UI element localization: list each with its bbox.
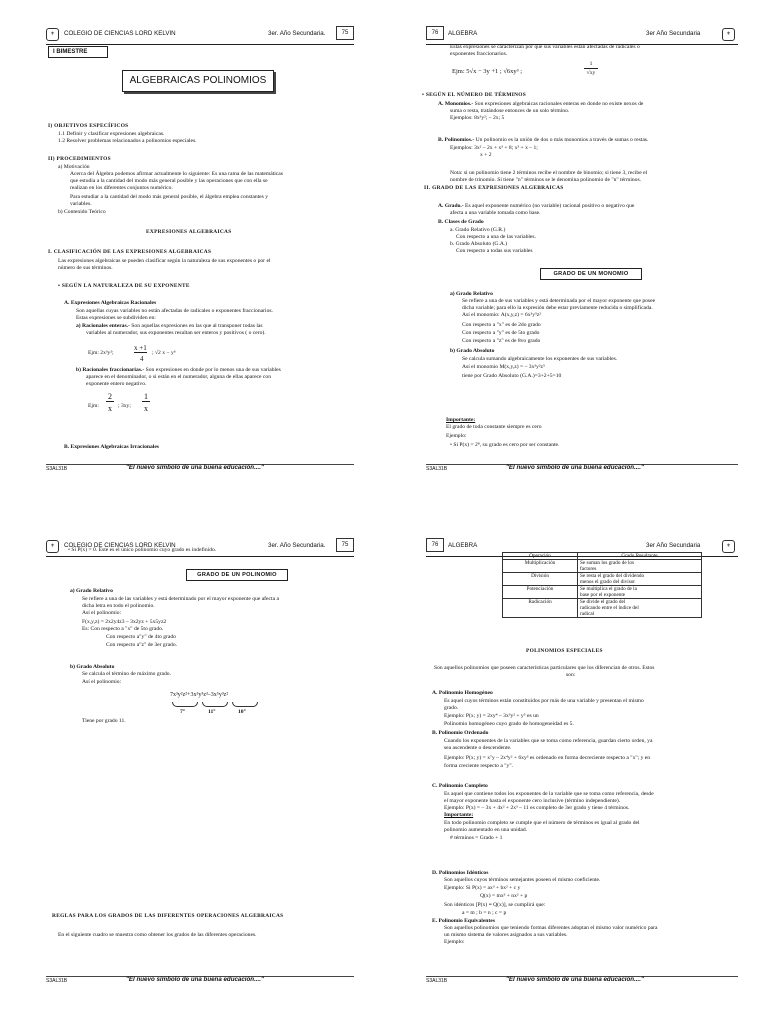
paragraph-line: En todo polinomio completo se cumple que el número de términos es igual al grado del	[444, 820, 640, 826]
grade-label: 3er. Año Secundaria.	[268, 30, 326, 37]
operations-degree-table	[502, 552, 702, 618]
note-line: nombre de trinomio. Si tiene "n" términos se le denomina polinomio de "n" términos.	[450, 177, 642, 183]
page-76-top	[384, 0, 768, 512]
paragraph-line: Con respecto a "x" es de 2do grado	[462, 322, 541, 328]
page-76-bottom	[384, 512, 768, 1024]
fraction-numerator: 2	[108, 392, 112, 401]
note-line: Nota: si un polinomio tiene 2 términos recibe el nombre de binomio; si tiene 3, recibe el	[450, 170, 648, 176]
paragraph-line: Tiene por grado 11.	[82, 718, 126, 724]
subheading: b) Grado Absoluto	[70, 664, 115, 670]
table-cell: Potenciación	[503, 586, 578, 599]
table-header: Operación	[503, 553, 578, 560]
paragraph-line: Con respecto a "z" es de 8vo grado	[462, 338, 541, 344]
item-label: a) Racionales enteras.-	[76, 323, 130, 329]
item-label: b) Racionales fraccionarias.-	[76, 367, 145, 373]
paragraph-line: Se refiere a una de las variables y está determinado por el mayor exponente que afecta a	[82, 596, 279, 602]
subheading: A. Polinomio Homogéneo	[432, 690, 493, 696]
paragraph-line: grado.	[444, 705, 459, 711]
paragraph-line: Cuando los exponentes de la variables que se toma como referencia, guardan cierto orden, ya	[444, 738, 653, 744]
item-label: A. Grado.-	[438, 203, 464, 209]
paragraph-line: suma o resta, tratándose entonces de un solo término.	[450, 108, 570, 114]
term-degree: 10°	[238, 709, 246, 715]
paragraph-line: que estudia a la cantidad del modo más general posible y las operaciones que con ella se	[70, 178, 268, 184]
paragraph-line: Acerca del Álgebra podemos afirmar actualmente lo siguiente: Es una rama de las matemáticas	[70, 171, 283, 177]
section-heading: I) OBJETIVOS ESPECÍFICOS	[48, 123, 129, 129]
paragraph-line: Son aquellos polinomios que teniendo formas diferentes adoptan el mismo valor numérico para	[444, 925, 658, 931]
footer-code: S3AL31B	[46, 466, 68, 472]
example-label: Ejm:	[88, 403, 99, 409]
paragraph-line: • Si P(x) = 2⁸, su grado es cero por ser constante.	[450, 442, 560, 448]
subject-name: ALGEBRA	[448, 542, 478, 549]
subheading: B. Polinomio Ordenado	[432, 730, 489, 736]
paragraph-line: Así el monomio M(x,y,z) = – 3x³y²z⁵	[462, 364, 545, 370]
page-75-top	[0, 0, 384, 512]
page-number: 75	[336, 26, 354, 40]
paragraph-line: Estas expresiones se subdividen en:	[76, 315, 156, 321]
page-number: 76	[426, 538, 444, 552]
fraction-numerator: 1	[144, 392, 148, 401]
paragraph-line: aparece en el denominador, o si están en el numerador, alguna de ellas aparece con	[86, 374, 271, 380]
subheading: B. Expresiones Algebraicas Irracionales	[64, 444, 159, 450]
paragraph-line: Ejemplos: 8x³y²; – 2x; 5	[450, 115, 505, 121]
formula-line: a = m ; b = n ; c = p	[462, 910, 507, 916]
section-heading: POLINOMIOS ESPECIALES	[526, 648, 603, 654]
paragraph-line: Son aquellos polinomios que poseen características particulares que los diferencian de otros. Estos	[434, 665, 655, 671]
paragraph-line: • Si P(x) = 0. Este es el único polinomio cuyo grado es indefinido.	[68, 547, 217, 553]
cell-line: radicando entre el índice del	[580, 605, 639, 611]
school-crest-icon: ⚜	[722, 28, 735, 41]
important-label: Importante:	[446, 417, 476, 423]
paragraph-line: son:	[566, 672, 576, 678]
table-row	[503, 599, 702, 618]
fraction-numerator: 1	[584, 61, 598, 69]
table-header: Grado Resultante	[578, 553, 702, 560]
list-item: b. Grado Absoluto (G.A.)	[450, 241, 508, 247]
school-crest-icon: ⚜	[722, 540, 735, 553]
section-heading: II) PROCEDIMIENTOS	[48, 156, 111, 162]
school-crest-icon: ⚜	[46, 540, 59, 553]
table-row	[503, 573, 702, 586]
item-text: Son expresiones en donde por lo menos una de sus variables	[144, 367, 281, 373]
footer-code: S3AL31B	[46, 978, 68, 984]
cell-line: Se resta el grado del dividendo	[580, 573, 645, 579]
section-heading: I. CLASIFICACIÓN DE LAS EXPRESIONES ALGEBRAICAS	[48, 249, 212, 255]
paragraph-line: Las expresiones algebraicas se pueden clasificar según la naturaleza de sus exponentes o por el	[58, 258, 271, 264]
paragraph-line: número de sus términos.	[58, 265, 113, 271]
paragraph-line: Es aquel que contiene todos los exponentes de la variable que se toma como referencia, desde	[444, 791, 654, 797]
table-cell	[578, 560, 702, 573]
page-footer	[46, 976, 354, 984]
page-footer	[426, 464, 738, 472]
item-text: Un polinomio es la unión de dos o más monomios a través de sumas o restas.	[474, 137, 649, 143]
paragraph-line: Estas expresiones se caracterizan por que sus variables están afectadas de radicales o	[450, 44, 640, 50]
paragraph-line: Se calcula sumando algebraicamente los exponentes de sus variables.	[462, 356, 618, 362]
footer-code: S3AL31B	[426, 466, 448, 472]
paragraph-line: Con respecto a "y" es de 5to grado	[462, 330, 540, 336]
page-number: 75	[336, 538, 354, 552]
paragraph-line: Q(x) = mx³ + nx² + p	[480, 893, 528, 899]
section-heading: EXPRESIONES ALGEBRAICAS	[146, 229, 232, 235]
paragraph-line: Polinomio homogéneo cuyo grado de homogeneidad es 5.	[444, 721, 574, 727]
footer-motto: "El nuevo símbolo de una buena educación...."	[506, 976, 644, 983]
table-cell	[578, 599, 702, 618]
paragraph-line: Se refiere a una de sus variables y está determinada por el mayor exponente que posee	[462, 298, 656, 304]
paragraph-line: variables.	[70, 201, 92, 207]
paragraph-line: Para estudiar a la cantidad del modo más general posible, el álgebra emplea constantes y	[70, 194, 269, 200]
subheading: a) Motivación	[58, 164, 90, 170]
fraction-denominator: x	[144, 404, 148, 413]
paragraph-line: Con respecto a"y" de 4to grado	[106, 634, 176, 640]
cell-line: factores	[580, 566, 597, 572]
table-cell: División	[503, 573, 578, 586]
fraction-denominator: √xy	[586, 70, 596, 76]
subheading: D. Polinomios Idénticos	[432, 870, 489, 876]
paragraph-line: variables al numerador, sus exponentes resultan ser enteros y positivos ( o cero).	[86, 330, 266, 336]
paragraph-line: forma creciente respecto a "y".	[444, 763, 514, 769]
subheading: a) Grado Relativo	[450, 291, 493, 297]
paragraph-line: F(x,y,z) = 2x2y4z3 – 3x2yz + 5x5yz2	[82, 619, 167, 625]
subheading: B. Clases de Grado	[438, 219, 484, 225]
paragraph-line: exponentes fraccionarios.	[450, 51, 508, 57]
paragraph-line: dicha variable; para ello la expresión debe estar previamente reducida o simplificada.	[462, 305, 653, 311]
table-cell: Multiplicación	[503, 560, 578, 573]
paragraph-line: afecta a una variable tomada como base.	[450, 210, 541, 216]
cell-line: Se multiplica el grado de la	[580, 586, 637, 592]
paragraph-line: Ejemplo: P(x; y) = x⁷y – 2x⁴y² + 6xy³ es ordenado en forma decreciente respecto a "x"; y en	[444, 755, 651, 761]
cell-line: base por el exponente	[580, 592, 626, 598]
school-name: COLEGIO DE CIENCIAS LORD KELVIN	[64, 30, 176, 37]
polynomial-formula: 7x³y²z²+3x⁵y³z³–3x⁵y³z²	[170, 692, 229, 698]
paragraph-line: Con respecto a una de las variables.	[456, 234, 536, 240]
page-number: 76	[426, 26, 444, 40]
page-header	[46, 28, 354, 45]
school-crest-icon: ⚜	[46, 28, 59, 41]
page-footer	[426, 976, 738, 984]
footer-motto: "El nuevo símbolo de una buena educación...."	[126, 464, 264, 471]
example-label: Ejm: 2x³y²;	[88, 350, 114, 356]
table-cell	[578, 573, 702, 586]
grado-polinomio-box: GRADO DE UN POLINOMIO	[186, 569, 288, 581]
formula-line: # términos = Grado + 1	[450, 835, 503, 841]
grade-label: 3er. Año Secundaria.	[268, 542, 326, 549]
page-footer	[46, 464, 354, 472]
school-name: COLEGIO DE CIENCIAS LORD KELVIN	[64, 542, 176, 549]
paragraph-line: Ejemplo: Si P(x) = ax³ + bx² + c y	[444, 885, 521, 891]
table-row	[503, 560, 702, 573]
term-brace	[172, 702, 198, 707]
cell-line: Se suman los grado de los	[580, 560, 635, 566]
subheading: b) Contenido Teórico	[58, 209, 106, 215]
paragraph-line: Con respecto a todas sus variables	[456, 248, 533, 254]
page-title: ALGEBRAICAS POLINOMIOS	[122, 70, 274, 92]
paragraph-line: Ejemplos: 3x² – 2x + x³ + 8; x³ + x – 1;	[450, 145, 538, 151]
fraction-denominator: x	[108, 404, 112, 413]
item-label: B. Polinomios.-	[438, 137, 475, 143]
subheading: C. Polinomio Completo	[432, 783, 488, 789]
section-heading: II. GRADO DE LAS EXPRESIONES ALGEBRAICAS	[424, 185, 564, 191]
paragraph-line: tiene por Grado Absoluto (G.A.)=3+2+5=10	[462, 373, 562, 379]
term-degree: 7°	[180, 709, 186, 715]
paragraph-line: Ejemplo:	[444, 939, 465, 945]
paragraph-line: Son aquellas cuyas variables no están afectadas de radicales o exponentes fraccionarios.	[76, 308, 273, 314]
subheading: b) Grado Absoluto	[450, 348, 495, 354]
page-75-bottom	[0, 512, 384, 1024]
paragraph-line: un mismo sistema de valores asignados a sus variables.	[444, 932, 568, 938]
paragraph-line: Son idénticos [P(x) ≡ Q(x)], se cumplirá que:	[444, 902, 546, 908]
objective-item: 1.2 Resolver problemas relacionados a polinomios especiales.	[58, 138, 197, 144]
paragraph-line: realizan en los diferentes conjuntos numérico.	[70, 185, 173, 191]
section-heading: • SEGÚN EL NÚMERO DE TÉRMINOS	[422, 92, 527, 98]
table-cell: Radicación	[503, 599, 578, 618]
paragraph-line: En el siguiente cuadro se muestra como obtener los grados de las diferentes operaciones.	[58, 932, 257, 938]
table-cell	[578, 586, 702, 599]
paragraph-line: Es: Con respecto a "x" de 5to grado.	[82, 626, 164, 632]
section-heading: • SEGÚN LA NATURALEZA DE SU EXPONENTE	[58, 283, 190, 289]
bimestre-label: I BIMESTRE	[48, 46, 108, 58]
cell-line: menos el grado del divisor	[580, 579, 636, 585]
table-row	[503, 586, 702, 599]
grade-label: 3er Año Secundaria	[646, 542, 701, 549]
footer-motto: "El nuevo símbolo de una buena educación...."	[126, 976, 264, 983]
paragraph-line: Son aquellos cuyos términos semejantes poseen el mismo coeficiente.	[444, 877, 601, 883]
table-header-row	[503, 553, 702, 560]
term-brace	[202, 702, 228, 707]
cell-line: radical	[580, 611, 595, 617]
paragraph-line: x + 2	[480, 152, 492, 158]
paragraph-line: exponente entero negativo.	[86, 381, 147, 387]
footer-code: S3AL31B	[426, 978, 448, 984]
paragraph-line: Ejemplo: P(x) = – 3x + 4x² + 2x³ – 11 es completo de 3er grado y tiene 4 términos.	[444, 805, 630, 811]
section-heading: REGLAS PARA LOS GRADOS DE LAS DIFERENTES OPERACIONES ALGEBRAICAS	[52, 913, 284, 919]
term-brace	[232, 702, 258, 707]
subject-name: ALGEBRA	[448, 30, 478, 37]
example-formula: ; 3xy;	[118, 403, 131, 409]
cell-line: Se divide el grado del	[580, 599, 626, 605]
subheading: E. Polinomio Equivalentes	[432, 918, 495, 924]
fraction-denominator: 4	[140, 355, 144, 363]
item-text: Son aquellas expresiones en las que al transponer todas las	[129, 323, 263, 329]
paragraph-line: Ejemplo:	[446, 433, 467, 439]
paragraph-line: el mayor exponente hasta el exponente cero inclusive (término independiente).	[444, 798, 621, 804]
example-formula: ; √2 x − y⁶	[152, 350, 176, 356]
paragraph-line: Es aquel cuyos términos están constituidos por más de una variable y presentan el mismo	[444, 698, 644, 704]
item-text: Son expresiones algebraicas racionales enteras en donde no existe nexos de	[473, 101, 644, 107]
grade-label: 3er Año Secundaria	[646, 30, 701, 37]
paragraph-line: Ejemplo: P(x; y) = 2xy⁴ – 3x³y² + y⁵ es un	[444, 713, 539, 719]
fraction-numerator: x +1	[134, 344, 147, 352]
grado-monomio-box: GRADO DE UN MONOMIO	[540, 268, 642, 280]
item-label: A. Monomios.-	[438, 101, 474, 107]
paragraph-line: sea ascendente o descendente.	[444, 745, 512, 751]
term-degree: 11°	[208, 709, 216, 715]
paragraph-line: Así el monomio: A(x,y,z) = 6x³y⁵z²	[462, 312, 542, 318]
paragraph-line: Así el polinomio:	[82, 679, 122, 685]
page-header	[426, 28, 738, 45]
paragraph-line: Con respecto a"z" de 3er grado.	[106, 642, 178, 648]
list-item: a. Grado Relativo (G.R.)	[450, 227, 506, 233]
example-formula: Ejm: 5√x − 3y +1 ; √6xy³ ;	[452, 68, 523, 75]
important-label: Importante:	[444, 812, 474, 818]
subheading: a) Grado Relativo	[70, 588, 113, 594]
paragraph-line: polinomio aumentado en una unidad.	[444, 827, 528, 833]
subheading: A. Expresiones Algebraicas Racionales	[64, 300, 157, 306]
footer-motto: "El nuevo símbolo de una buena educación...."	[506, 464, 644, 471]
paragraph-line: Así el polinomio:	[82, 610, 122, 616]
item-text: Es aquel exponente numérico (no variable) racional positivo o negativo que	[463, 203, 635, 209]
objective-item: 1.1 Definir y clasificar expresiones algebraicas.	[58, 131, 165, 137]
paragraph-line: dicha letra en todo el polinomio.	[82, 603, 155, 609]
paragraph-line: El grado de toda constante siempre es cero	[446, 424, 542, 430]
paragraph-line: Se calcula el término de máximo grado.	[82, 671, 172, 677]
